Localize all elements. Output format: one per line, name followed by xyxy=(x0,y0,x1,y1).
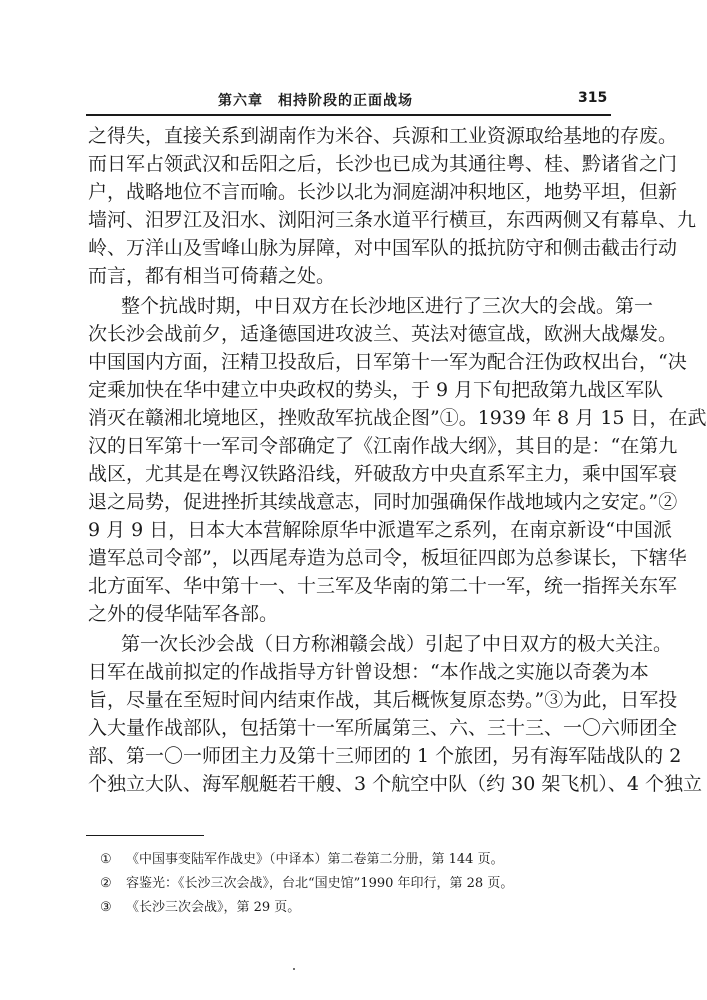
footnote-text: 《长沙三次会战》，第 29 页。 xyxy=(126,900,301,915)
text-line: 退之局势，促进挫折其续战意志，同时加强确保作战地域内之安定。”② xyxy=(88,491,678,513)
footnote-separator xyxy=(86,835,204,836)
ink-speck xyxy=(293,968,295,970)
footnote-text: 《中国事变陆军作战史》（中译本）第二卷第二分册，第 144 页。 xyxy=(126,852,504,867)
footnote-1 xyxy=(100,851,504,869)
text-line: 日军在战前拟定的作战指导方针曾设想：“本作战之实施以奇袭为本 xyxy=(88,661,649,683)
footnote-3 xyxy=(100,899,300,917)
text-line: 战区，尤其是在粤汉铁路沿线，歼破敌方中央直系军主力，乘中国军衰 xyxy=(88,463,678,485)
text-line: 9 月 9 日，日本大本营解除原华中派遣军之系列，在南京新设“中国派 xyxy=(88,519,673,541)
footnote-marker: ③ xyxy=(100,900,112,915)
text-line: 岭、万洋山及雪峰山脉为屏障，对中国军队的抵抗防守和侧击截击行动 xyxy=(88,237,678,259)
text-line: 遣军总司令部”，以西尾寿造为总司令，板垣征四郎为总参谋长，下辖华 xyxy=(88,547,687,569)
text-line: 中国国内方面，汪精卫投敌后，日军第十一军为配合汪伪政权出台，“决 xyxy=(88,351,687,373)
text-line: 之外的侵华陆军各部。 xyxy=(88,603,279,625)
text-line: 墙河、汨罗江及汨水、浏阳河三条水道平行横亘，东西两侧又有幕阜、九 xyxy=(88,209,697,231)
text-line: 而日军占领武汉和岳阳之后，长沙也已成为其通往粤、桂、黔诸省之门 xyxy=(88,153,678,175)
text-line: 之得失，直接关系到湖南作为米谷、兵源和工业资源取给基地的存废。 xyxy=(88,125,678,147)
text-line: 定乘加快在华中建立中央政权的势头，于 9 月下旬把敌第九战区军队 xyxy=(88,379,664,401)
paragraph-first-line: 整个抗战时期，中日双方在长沙地区进行了三次大的会战。第一 xyxy=(121,295,654,317)
running-header-title: 第六章 相持阶段的正面战场 xyxy=(218,93,413,109)
text-line: 而言，都有相当可倚藉之处。 xyxy=(88,265,336,287)
footnote-2 xyxy=(100,875,513,893)
footnote-marker: ① xyxy=(100,852,112,867)
text-line: 个独立大队、海军舰艇若干艘、3 个航空中队（约 30 架飞机）、4 个独立 xyxy=(88,773,703,795)
header-rule xyxy=(86,114,611,116)
page-number: 315 xyxy=(578,90,608,106)
footnote-marker: ② xyxy=(100,876,112,891)
paragraph-first-line: 第一次长沙会战（日方称湘赣会战）引起了中日双方的极大关注。 xyxy=(121,633,673,655)
text-line: 旨，尽量在至短时间内结束作战，其后概恢复原态势。”③为此，日军投 xyxy=(88,689,678,711)
text-line: 部、第一〇一师团主力及第十三师团的 1 个旅团，另有海军陆战队的 2 xyxy=(88,745,682,767)
text-line: 次长沙会战前夕，适逢德国进攻波兰、英法对德宣战，欧洲大战爆发。 xyxy=(88,323,678,345)
text-line: 入大量作战部队，包括第十一军所属第三、六、三十三、一〇六师团全 xyxy=(88,717,678,739)
footnote-text: 容鉴光：《长沙三次会战》，台北“国史馆”1990 年印行，第 28 页。 xyxy=(126,876,514,891)
text-line: 北方面军、华中第十一、十三军及华南的第二十一军，统一指挥关东军 xyxy=(88,575,678,597)
text-line: 消灭在赣湘北境地区，挫败敌军抗战企图”①。1939 年 8 月 15 日，在武 xyxy=(88,407,707,429)
text-line: 户，战略地位不言而喻。长沙以北为洞庭湖冲积地区，地势平坦，但新 xyxy=(88,181,678,203)
text-line: 汉的日军第十一军司令部确定了《江南作战大纲》，其目的是：“在第九 xyxy=(88,435,678,457)
